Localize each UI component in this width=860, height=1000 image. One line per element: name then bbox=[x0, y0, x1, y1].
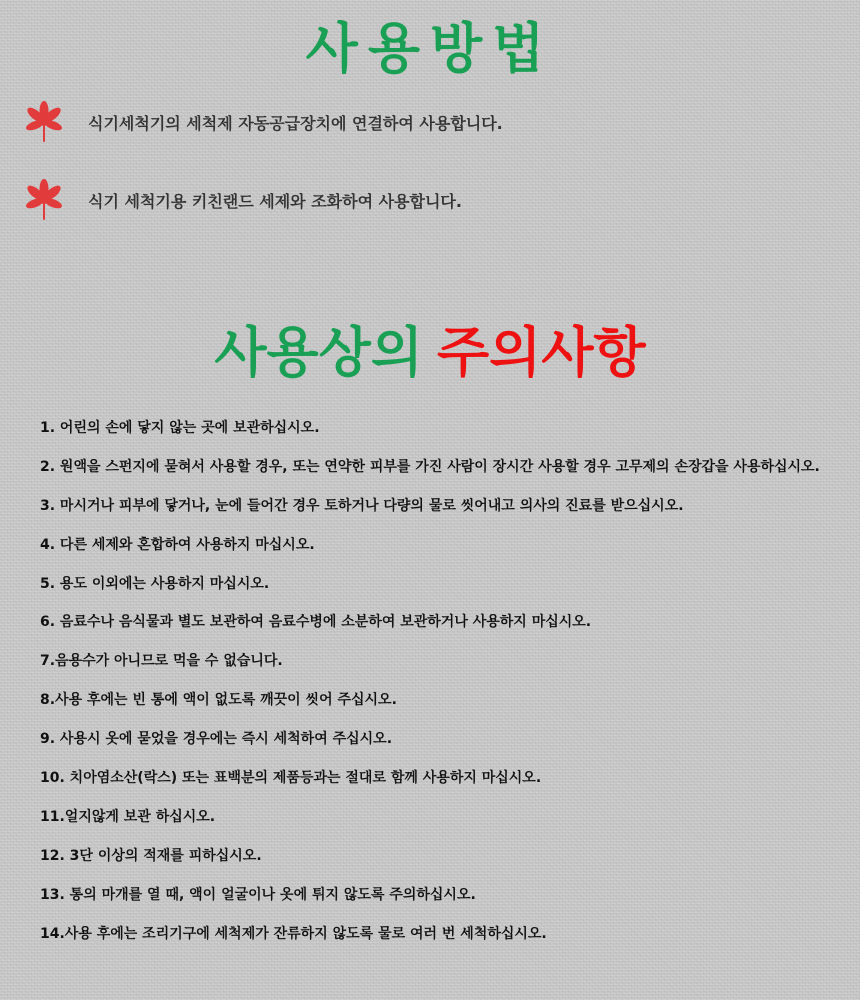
cautions-title bbox=[0, 318, 860, 388]
cautions-title-red: 주의사항 bbox=[437, 321, 646, 384]
caution-item: 3. 마시거나 피부에 닿거나, 눈에 들어간 경우 토하거나 다량의 물로 씻어내고 의사의 진료를 받으십시오. bbox=[40, 497, 684, 514]
caution-item: 11.얼지않게 보관 하십시오. bbox=[40, 808, 216, 825]
caution-item: 10. 치아염소산(락스) 또는 표백분의 제품등과는 절대로 함께 사용하지 마십시오. bbox=[40, 770, 542, 787]
caution-item: 4. 다른 세제와 혼합하여 사용하지 마십시오. bbox=[40, 536, 315, 553]
caution-item: 9. 사용시 옷에 묻었을 경우에는 즉시 세척하여 주십시오. bbox=[40, 731, 393, 748]
caution-item: 2. 원액을 스펀지에 묻혀서 사용할 경우, 또는 연약한 피부를 가진 사람이 장시간 사용할 경우 고무제의 손장갑을 사용하십시오. bbox=[40, 458, 820, 475]
caution-item: 6. 음료수나 음식물과 별도 보관하여 음료수병에 소분하여 보관하거나 사용하지 마십시오. bbox=[40, 614, 592, 631]
caution-item: 5. 용도 이외에는 사용하지 마십시오. bbox=[40, 575, 270, 592]
caution-item: 14.사용 후에는 조리기구에 세척제가 잔류하지 않도록 물로 여러 번 세척하십시오. bbox=[40, 925, 547, 942]
usage-item-text: 식기세척기의 세척제 자동공급장치에 연결하여 사용합니다. bbox=[88, 113, 503, 133]
caution-item: 13. 통의 마개를 열 때, 액이 얼굴이나 옷에 튀지 않도록 주의하십시오. bbox=[40, 886, 476, 903]
caution-item: 1. 어린의 손에 닿지 않는 곳에 보관하십시오. bbox=[40, 420, 320, 436]
cautions-list bbox=[40, 416, 852, 960]
usage-item-text: 식기 세척기용 키친랜드 세제와 조화하여 사용합니다. bbox=[88, 191, 462, 211]
caution-item: 12. 3단 이상의 적재를 피하십시오. bbox=[40, 847, 262, 864]
cautions-title-green: 사용상의 bbox=[214, 321, 423, 384]
caution-item: 7.음용수가 아니므로 먹을 수 없습니다. bbox=[40, 653, 283, 670]
leaf-icon bbox=[22, 100, 66, 144]
usage-item bbox=[22, 178, 462, 222]
caution-item: 8.사용 후에는 빈 통에 액이 없도록 깨끗이 씻어 주십시오. bbox=[40, 692, 397, 709]
usage-title: 사용방법 bbox=[305, 17, 555, 80]
usage-item bbox=[22, 100, 503, 144]
leaf-icon bbox=[22, 178, 66, 222]
